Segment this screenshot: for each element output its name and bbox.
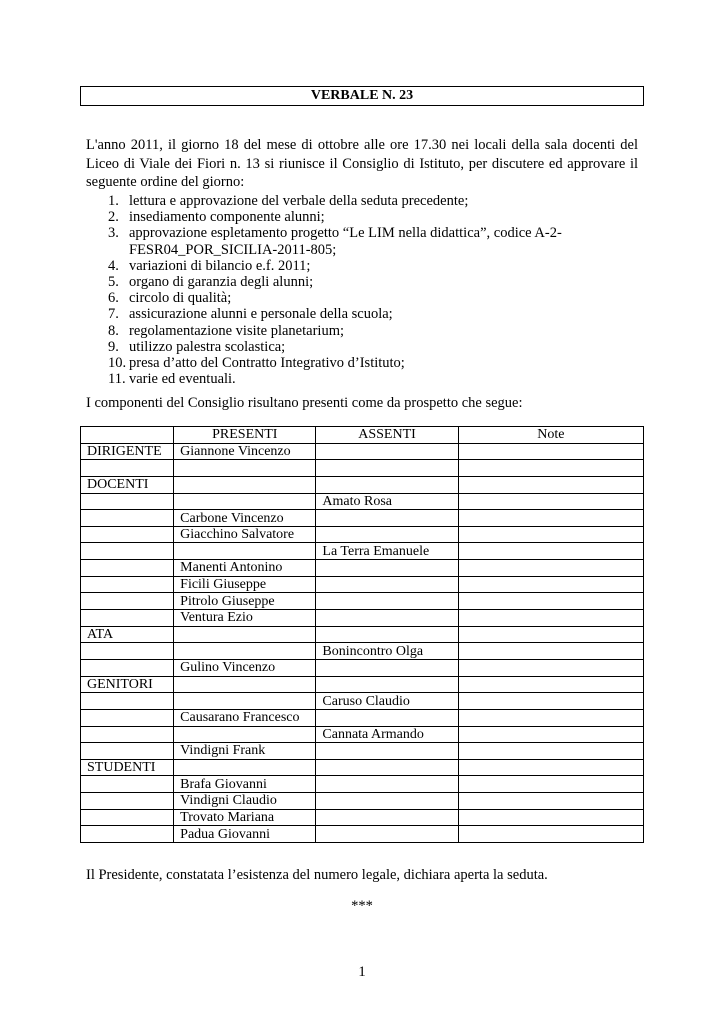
table-row	[81, 543, 644, 560]
agenda-item-text: utilizzo palestra scolastica;	[129, 338, 286, 355]
table-cell	[316, 759, 458, 776]
table-cell: Cannata Armando	[316, 726, 458, 743]
table-cell: Gulino Vincenzo	[174, 659, 316, 676]
table-cell	[458, 759, 643, 776]
agenda-item	[86, 290, 638, 306]
table-cell	[458, 826, 643, 843]
table-cell	[81, 610, 174, 627]
table-cell	[316, 610, 458, 627]
table-row	[81, 743, 644, 760]
table-cell	[458, 493, 643, 510]
agenda-item-number: 8.	[108, 322, 119, 339]
table-cell	[458, 659, 643, 676]
agenda-item	[86, 193, 638, 209]
table-row	[81, 759, 644, 776]
table-cell: Caruso Claudio	[316, 693, 458, 710]
table-cell	[81, 659, 174, 676]
agenda-list	[86, 193, 638, 387]
page-number: 1	[358, 964, 366, 980]
table-row	[81, 510, 644, 527]
table-row	[81, 526, 644, 543]
table-row	[81, 493, 644, 510]
table-row	[81, 476, 644, 493]
table-cell	[174, 643, 316, 660]
table-cell	[316, 593, 458, 610]
table-cell	[81, 460, 174, 477]
table-cell	[458, 610, 643, 627]
table-cell	[316, 676, 458, 693]
table-cell	[458, 476, 643, 493]
agenda-item	[86, 274, 638, 290]
table-header-cell	[81, 427, 174, 444]
table-cell	[316, 793, 458, 810]
table-cell: Giacchino Salvatore	[174, 526, 316, 543]
table-cell	[458, 726, 643, 743]
agenda-item	[86, 323, 638, 339]
table-cell: STUDENTI	[81, 759, 174, 776]
table-cell	[458, 460, 643, 477]
table-cell: Carbone Vincenzo	[174, 510, 316, 527]
table-cell	[81, 709, 174, 726]
table-cell	[458, 560, 643, 577]
table-row	[81, 443, 644, 460]
table-cell	[316, 476, 458, 493]
table-cell	[458, 709, 643, 726]
table-cell	[81, 809, 174, 826]
table-cell	[174, 693, 316, 710]
closing-paragraph: Il Presidente, constatata l’esistenza del numero legale, dichiara aperta la seduta.	[86, 867, 548, 883]
agenda-item-text: regolamentazione visite planetarium;	[129, 322, 345, 339]
table-cell	[458, 526, 643, 543]
table-cell	[458, 743, 643, 760]
table-header-row	[81, 427, 644, 444]
table-cell	[458, 793, 643, 810]
table-cell	[81, 793, 174, 810]
table-cell: Vindigni Claudio	[174, 793, 316, 810]
table-cell: La Terra Emanuele	[316, 543, 458, 560]
table-cell	[458, 693, 643, 710]
table-cell	[81, 693, 174, 710]
table-cell	[458, 626, 643, 643]
agenda-item-number: 4.	[108, 257, 119, 274]
table-row	[81, 610, 644, 627]
table-cell	[316, 560, 458, 577]
table-cell: Causarano Francesco	[174, 709, 316, 726]
table-cell	[316, 826, 458, 843]
section-separator: ***	[351, 898, 373, 914]
table-cell	[174, 726, 316, 743]
table-cell: Padua Giovanni	[174, 826, 316, 843]
table-row	[81, 826, 644, 843]
table-cell: Ficili Giuseppe	[174, 576, 316, 593]
table-row	[81, 643, 644, 660]
agenda-item	[86, 371, 638, 387]
table-cell: GENITORI	[81, 676, 174, 693]
table-cell: Giannone Vincenzo	[174, 443, 316, 460]
table-cell: Brafa Giovanni	[174, 776, 316, 793]
table-cell	[174, 543, 316, 560]
table-cell: Manenti Antonino	[174, 560, 316, 577]
table-cell	[458, 593, 643, 610]
table-row	[81, 676, 644, 693]
intro-paragraph: L'anno 2011, il giorno 18 del mese di ottobre alle ore 17.30 nei locali della sala docenti del Liceo di Viale dei Fiori n. 13 si riunisce il Consiglio di Istituto, per discutere ed approvare il seguente ordine del giorno:	[86, 137, 638, 190]
table-cell	[458, 643, 643, 660]
table-cell	[316, 510, 458, 527]
agenda-item-text: lettura e approvazione del verbale della seduta precedente;	[129, 193, 469, 209]
table-cell	[81, 543, 174, 560]
table-cell: DOCENTI	[81, 476, 174, 493]
table-cell	[174, 626, 316, 643]
table-cell	[458, 543, 643, 560]
agenda-item-number: 10.	[108, 355, 127, 372]
agenda-item-number: 11.	[108, 371, 126, 388]
table-row	[81, 460, 644, 477]
table-cell	[316, 460, 458, 477]
table-cell	[316, 809, 458, 826]
table-cell	[81, 726, 174, 743]
table-cell	[81, 826, 174, 843]
table-cell	[458, 676, 643, 693]
table-cell: Ventura Ezio	[174, 610, 316, 627]
table-row	[81, 709, 644, 726]
table-header-cell: PRESENTI	[174, 427, 316, 444]
table-cell	[81, 526, 174, 543]
agenda-item-text: approvazione espletamento progetto “Le LIM nella didattica”, codice A-2-FESR04_POR_SICILIA-2011-805;	[129, 225, 562, 258]
table-cell	[458, 776, 643, 793]
table-row	[81, 659, 644, 676]
table-header-cell: ASSENTI	[316, 427, 458, 444]
table-cell: DIRIGENTE	[81, 443, 174, 460]
table-cell	[174, 493, 316, 510]
table-cell	[316, 576, 458, 593]
table-row	[81, 576, 644, 593]
table-header-cell: Note	[458, 427, 643, 444]
members-table	[80, 426, 644, 843]
table-cell	[174, 759, 316, 776]
table-cell	[316, 743, 458, 760]
table-cell	[458, 443, 643, 460]
table-cell	[316, 709, 458, 726]
agenda-item-text: variazioni di bilancio e.f. 2011;	[129, 257, 311, 274]
table-cell	[316, 443, 458, 460]
agenda-item-number: 6.	[108, 290, 119, 307]
table-cell	[316, 659, 458, 676]
table-cell	[316, 526, 458, 543]
table-cell	[458, 809, 643, 826]
agenda-item	[86, 339, 638, 355]
table-row	[81, 593, 644, 610]
table-row	[81, 793, 644, 810]
table-cell	[81, 743, 174, 760]
agenda-item-number: 3.	[108, 225, 119, 242]
agenda-item-text: presa d’atto del Contratto Integrativo d’Istituto;	[129, 355, 405, 372]
table-cell	[174, 476, 316, 493]
agenda-item-text: insediamento componente alunni;	[129, 209, 325, 226]
members-table-body	[81, 443, 644, 842]
document-title: VERBALE N. 23	[80, 86, 644, 106]
table-cell: Bonincontro Olga	[316, 643, 458, 660]
agenda-item-text: organo di garanzia degli alunni;	[129, 274, 314, 291]
table-cell	[81, 576, 174, 593]
agenda-item	[86, 258, 638, 274]
table-cell: Pitrolo Giuseppe	[174, 593, 316, 610]
table-row	[81, 776, 644, 793]
agenda-item	[86, 306, 638, 322]
table-cell	[81, 643, 174, 660]
agenda-item-number: 2.	[108, 209, 119, 226]
members-intro-paragraph: I componenti del Consiglio risultano presenti come da prospetto che segue:	[86, 395, 523, 411]
agenda-item-text: circolo di qualità;	[129, 290, 232, 307]
table-cell: ATA	[81, 626, 174, 643]
table-row	[81, 560, 644, 577]
table-cell	[81, 510, 174, 527]
table-cell	[458, 510, 643, 527]
table-cell	[316, 776, 458, 793]
table-row	[81, 693, 644, 710]
agenda-item-number: 7.	[108, 306, 119, 323]
agenda-item-number: 1.	[108, 193, 119, 209]
table-cell	[81, 593, 174, 610]
table-cell	[81, 776, 174, 793]
agenda-item	[86, 209, 638, 225]
table-cell: Amato Rosa	[316, 493, 458, 510]
table-cell	[81, 560, 174, 577]
agenda-item-number: 5.	[108, 274, 119, 291]
table-cell	[174, 460, 316, 477]
agenda-item	[86, 225, 638, 257]
agenda-item-text: assicurazione alunni e personale della scuola;	[129, 306, 393, 323]
table-cell: Vindigni Frank	[174, 743, 316, 760]
table-cell	[458, 576, 643, 593]
agenda-item-number: 9.	[108, 338, 119, 355]
table-cell	[316, 626, 458, 643]
table-row	[81, 726, 644, 743]
table-row	[81, 809, 644, 826]
table-cell: Trovato Mariana	[174, 809, 316, 826]
table-row	[81, 626, 644, 643]
agenda-item-text: varie ed eventuali.	[129, 371, 236, 388]
agenda-item	[86, 355, 638, 371]
table-cell	[174, 676, 316, 693]
table-cell	[81, 493, 174, 510]
